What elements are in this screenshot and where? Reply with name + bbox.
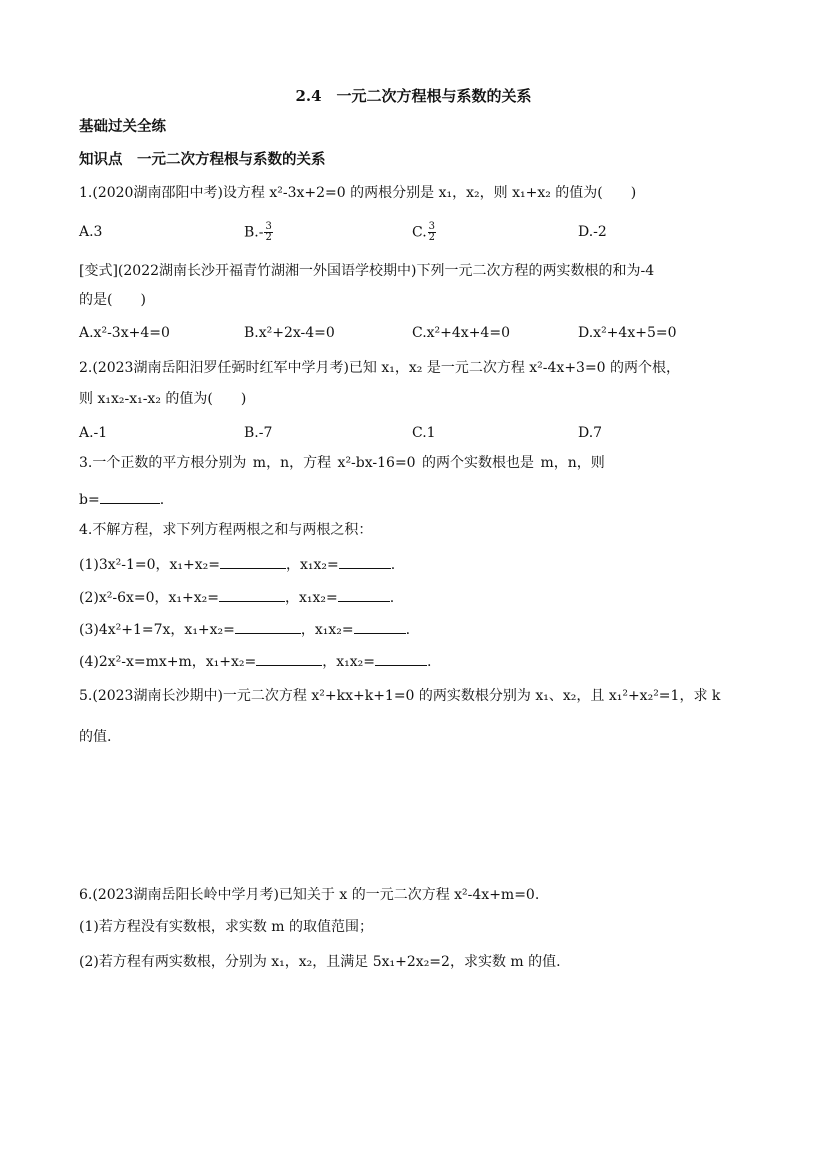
- question-5-line-1: 5.(2023湖南长沙期中)一元二次方程 x²+kx+k+1=0 的两实数根分别为 x₁、x₂，且 x₁²+x₂²=1，求 k: [79, 688, 721, 704]
- q4-item-3-label: (3)4x²+1=7x，: [79, 622, 185, 638]
- q2-option-a: A.-1: [79, 425, 108, 441]
- q4-item-3: [79, 619, 410, 640]
- q1-source: 1.(2020湖南邵阳中考)设方程: [79, 185, 265, 201]
- q4-item-1-prod-blank[interactable]: [339, 554, 391, 569]
- q4-item-4-prod-blank[interactable]: [375, 651, 427, 666]
- q4-item-3-prod-label: ，x₁x₂=: [300, 622, 354, 638]
- q4-item-4-label: (4)2x²-x=mx+m，: [79, 654, 206, 670]
- q1-option-d: D.-2: [578, 224, 607, 240]
- q4-item-3-sum-label: x₁+x₂=: [184, 622, 235, 638]
- q2-option-b: B.-7: [244, 425, 273, 441]
- q2-option-d: D.7: [578, 425, 603, 441]
- q4-item-2-sum-label: x₁+x₂=: [168, 590, 219, 606]
- question-1-stem: [79, 183, 636, 203]
- q4-item-2-sum-blank[interactable]: [219, 587, 285, 602]
- q1-option-b-fraction: [264, 222, 272, 243]
- q1-roots: x₁，x₂，则: [438, 185, 508, 201]
- question-2-line-2: 则 x₁x₂-x₁-x₂ 的值为( ): [79, 391, 247, 407]
- q1-c-frac-num: 3: [428, 221, 436, 232]
- variant-option-b: B.x²+2x-4=0: [244, 325, 335, 341]
- q1-option-c-label: C.: [412, 224, 427, 241]
- question-3-line-1: 3.一个正数的平方根分别为 m，n，方程 x²-bx-16=0 的两个实数根也是 m，n，则: [79, 455, 605, 471]
- q4-item-4-sum-label: x₁+x₂=: [205, 654, 257, 670]
- question-5-line-2: 的值.: [79, 729, 112, 745]
- question-3-line-2: [79, 489, 164, 510]
- q4-item-1-label: (1)3x²-1=0，: [79, 557, 170, 573]
- q4-item-2: [79, 587, 394, 608]
- q4-item-2-end: .: [389, 590, 395, 606]
- q4-item-1-sum-label: x₁+x₂=: [169, 557, 221, 573]
- q4-item-2-prod-blank[interactable]: [338, 587, 390, 602]
- q4-item-3-end: .: [405, 622, 411, 638]
- q3-period: .: [159, 492, 165, 508]
- q1-equation: x²-3x+2=0: [269, 185, 346, 201]
- q4-item-3-prod-blank[interactable]: [354, 619, 406, 634]
- variant-stem-line-2: 的是( ): [79, 292, 146, 308]
- q4-item-2-label: (2)x²-6x=0，: [79, 590, 169, 606]
- question-4-intro: 4.不解方程，求下列方程两根之和与两根之积：: [79, 522, 373, 538]
- variant-option-d: D.x²+4x+5=0: [578, 325, 677, 341]
- q1-tail: 的值为( ): [555, 185, 637, 201]
- q3-variable-b: b=: [79, 492, 100, 508]
- q3-answer-blank[interactable]: [100, 489, 160, 504]
- q1-option-b: [244, 222, 274, 243]
- variant-option-a: A.x²-3x+4=0: [79, 325, 170, 341]
- q4-item-4-prod-label: ，x₁x₂=: [322, 654, 376, 670]
- q2-option-c: C.1: [412, 425, 436, 441]
- q1-option-a: A.3: [79, 224, 103, 240]
- page-title: 2.4 一元二次方程根与系数的关系: [295, 87, 532, 105]
- question-6-part-2: (2)若方程有两实数根，分别为 x₁，x₂，且满足 5x₁+2x₂=2，求实数 m 的值.: [79, 954, 561, 970]
- q1-c-frac-den: 2: [428, 232, 436, 243]
- q4-item-1: [79, 554, 395, 575]
- q4-item-4: [79, 651, 431, 672]
- question-6-line-1: 6.(2023湖南岳阳长岭中学月考)已知关于 x 的一元二次方程 x²-4x+m=0.: [79, 887, 540, 903]
- q1-option-c: [412, 222, 437, 243]
- q4-item-4-sum-blank[interactable]: [256, 651, 322, 666]
- question-6-part-1: (1)若方程没有实数根，求实数 m 的取值范围；: [79, 919, 374, 935]
- q1-b-frac-num: 3: [265, 221, 272, 232]
- q4-item-3-sum-blank[interactable]: [235, 619, 301, 634]
- q1-option-b-label: B.-: [244, 224, 264, 241]
- q4-item-1-end: .: [390, 557, 396, 573]
- variant-option-c: C.x²+4x+4=0: [412, 325, 510, 341]
- variant-stem-line-1: [变式](2022湖南长沙开福青竹湖湘一外国语学校期中)下列一元二次方程的两实数根的和为-4: [79, 263, 655, 279]
- q1-mid: 的两根分别是: [350, 185, 435, 201]
- q1-expression: x₁+x₂: [512, 185, 551, 201]
- section-heading: 基础过关全练: [79, 118, 166, 135]
- knowledge-point-heading: 知识点 一元二次方程根与系数的关系: [79, 151, 326, 168]
- q1-b-frac-den: 2: [265, 232, 272, 243]
- question-2-line-1: 2.(2023湖南岳阳汨罗任弼时红军中学月考)已知 x₁，x₂ 是一元二次方程 x²-4x+3=0 的两个根，: [79, 360, 681, 376]
- q4-item-1-prod-label: ，x₁x₂=: [286, 557, 339, 573]
- q4-item-1-sum-blank[interactable]: [220, 554, 286, 569]
- q4-item-2-prod-label: ，x₁x₂=: [285, 590, 338, 606]
- q1-option-c-fraction: [428, 222, 436, 243]
- q4-item-4-end: .: [427, 654, 432, 670]
